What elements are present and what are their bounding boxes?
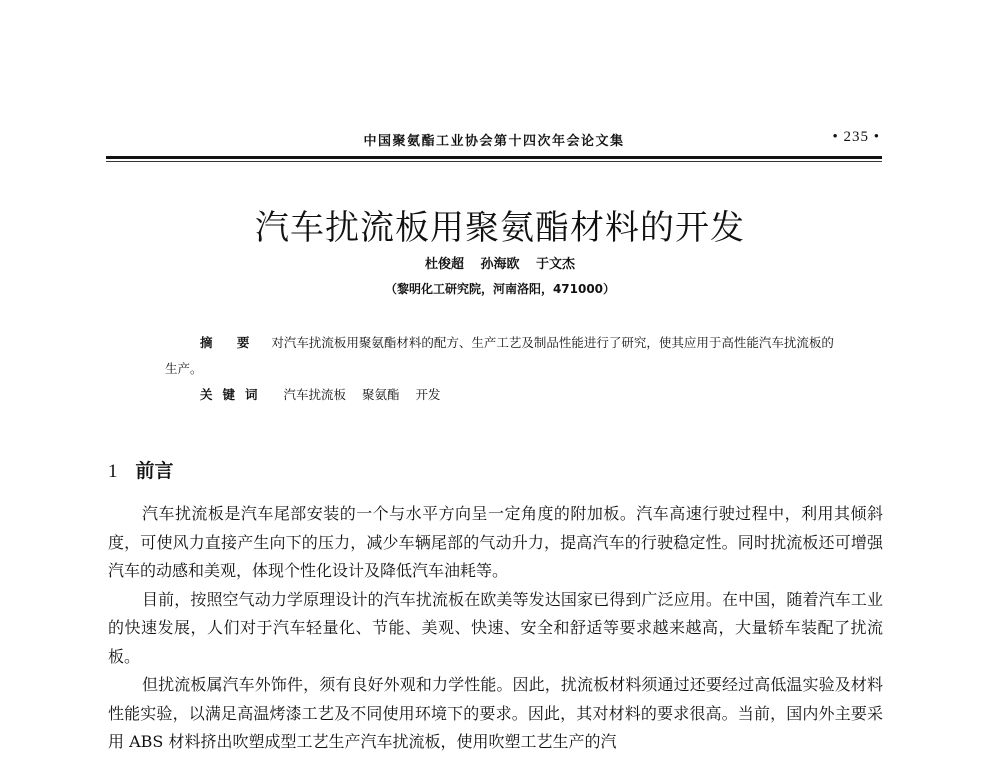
author: 杜俊超 xyxy=(424,257,464,272)
keywords xyxy=(165,382,835,408)
abstract xyxy=(165,330,835,382)
page-number: • 235 • xyxy=(832,129,880,145)
author: 于文杰 xyxy=(536,257,576,272)
header-rule-thin xyxy=(106,161,882,162)
paragraph: 汽车扰流板是汽车尾部安装的一个与水平方向呈一定角度的附加板。汽车高速行驶过程中，利用其倾斜度，可使风力直接产生向下的压力，减少车辆尾部的气动升力，提高汽车的行驶稳定性。同时扰流板还可增强汽车的动感和美观，体现个性化设计及降低汽车油耗等。 xyxy=(108,504,883,580)
section-title: 前言 xyxy=(135,460,174,482)
section-number: 1 xyxy=(108,461,118,482)
author: 孙海欧 xyxy=(480,257,520,272)
keyword: 聚氨酯 xyxy=(362,387,400,402)
abstract-label: 摘 要 xyxy=(200,335,260,350)
paragraph: 但扰流板属汽车外饰件，须有良好外观和力学性能。因此，扰流板材料须通过还要经过高低温实验及材料性能实验，以满足高温烤漆工艺及不同使用环境下的要求。因此，其对材料的要求很高。当前，国内外主要采用 ABS 材料挤出吹塑成型工艺生产汽车扰流板，使用吹塑工艺生产的汽 xyxy=(108,675,883,751)
paragraph: 目前，按照空气动力学原理设计的汽车扰流板在欧美等发达国家已得到广泛应用。在中国，随着汽车工业的快速发展，人们对于汽车轻量化、节能、美观、快速、安全和舒适等要求越来越高，大量轿车装配了扰流板。 xyxy=(108,589,883,666)
affiliation: （黎明化工研究院，河南洛阳，471000） xyxy=(384,282,616,296)
running-header xyxy=(106,130,882,150)
abstract-block xyxy=(165,330,835,408)
keyword: 汽车扰流板 xyxy=(283,387,347,402)
author-list xyxy=(0,253,1000,272)
paper-title: 汽车扰流板用聚氨酯材料的开发 xyxy=(255,208,745,248)
header-rule-thick xyxy=(106,156,882,159)
abstract-text: 对汽车扰流板用聚氨酯材料的配方、生产工艺及制品性能进行了研究，使其应用于高性能汽车扰流板的生产。 xyxy=(165,335,834,376)
section-body xyxy=(108,500,883,757)
keyword: 开发 xyxy=(415,387,441,402)
journal-name: 中国聚氨酯工业协会第十四次年会论文集 xyxy=(363,134,625,149)
section-heading xyxy=(108,456,174,483)
keywords-label: 关键词 xyxy=(200,387,268,402)
